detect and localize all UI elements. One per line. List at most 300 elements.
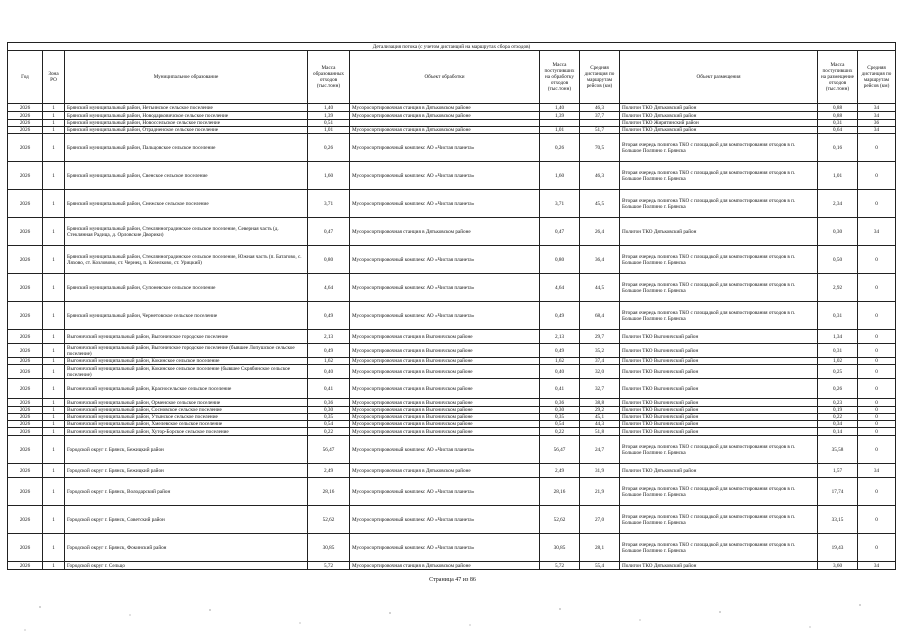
table-cell: Полигон ТКО Выгоничский район <box>620 414 818 421</box>
table-cell: 0,41 <box>540 379 580 399</box>
table-cell: 2026 <box>8 478 43 506</box>
table-cell: Брянский муниципальный район, Чернетовское сельское поселение <box>65 302 308 330</box>
table-cell: 0 <box>858 436 896 464</box>
table-cell: Выгоничский муниципальный район, Орменское сельское поселение <box>65 399 308 407</box>
table-cell: 0,30 <box>818 218 858 246</box>
column-header: Объект обработки <box>350 51 540 104</box>
table-cell: 0 <box>858 414 896 421</box>
table-cell: Мусоросортировочная станция в Дятьковском районе <box>350 562 540 570</box>
table-cell: 0,50 <box>818 246 858 274</box>
table-cell: 0,51 <box>308 120 350 127</box>
table-cell: 2,13 <box>308 330 350 344</box>
table-cell: Мусоросортировочная станция в Дятьковском районе <box>350 112 540 120</box>
table-cell: Мусоросортировочная станция в Дятьковском районе <box>350 218 540 246</box>
table-cell: 28,1 <box>580 534 620 562</box>
table-cell: Выгоничский муниципальный район, Хмелевское сельское поселение <box>65 421 308 428</box>
table-cell: 34 <box>858 112 896 120</box>
table-cell: 37,7 <box>580 112 620 120</box>
table-cell: Вторая очередь полигона ТКО с площадкой для компостирования отходов в п. Большое Полпино г. Брянска <box>620 436 818 464</box>
table-cell: Вторая очередь полигона ТКО с площадкой для компостирования отходов в п. Большое Полпино г. Брянска <box>620 190 818 218</box>
table-cell: Вторая очередь полигона ТКО с площадкой для компостирования отходов в п. Большое Полпино г. Брянска <box>620 246 818 274</box>
table-cell: 2026 <box>8 414 43 421</box>
table-cell: 2,13 <box>540 330 580 344</box>
table-cell: 1 <box>43 120 65 127</box>
table-cell: 1 <box>43 464 65 478</box>
table-cell: Брянский муниципальный район, Снежское сельское поселение <box>65 190 308 218</box>
table-cell: Мусоросортировочная станция в Выгоничском районе <box>350 407 540 414</box>
table-cell: Вторая очередь полигона ТКО с площадкой для компостирования отходов в п. Большое Полпино г. Брянска <box>620 302 818 330</box>
table-cell: Полигон ТКО Выгоничский район <box>620 421 818 428</box>
table-cell: 1,62 <box>308 358 350 365</box>
table-row <box>8 464 896 478</box>
table-cell: 0,14 <box>818 428 858 436</box>
table-cell: 33,15 <box>818 506 858 534</box>
table-cell: 1,01 <box>818 162 858 190</box>
table-cell: 0,22 <box>540 428 580 436</box>
table-cell: Мусоросортировочный комплекс АО «Чистая планета» <box>350 190 540 218</box>
table-cell: 0,40 <box>308 365 350 379</box>
table-cell: 2,49 <box>308 464 350 478</box>
table-cell: 1 <box>43 365 65 379</box>
table-cell: Полигон ТКО Выгоничский район <box>620 365 818 379</box>
table-cell: 1 <box>43 358 65 365</box>
table-cell: 2026 <box>8 399 43 407</box>
table-cell: 1 <box>43 302 65 330</box>
table-cell: 1 <box>43 478 65 506</box>
table-cell: 30,85 <box>540 534 580 562</box>
table-cell: 1 <box>43 428 65 436</box>
table-cell: 2026 <box>8 407 43 414</box>
table-row <box>8 218 896 246</box>
waste-flow-table <box>7 42 896 570</box>
table-row <box>8 127 896 134</box>
table-cell: Мусоросортировочная станция в Выгоничском районе <box>350 330 540 344</box>
table-cell: Мусоросортировочная станция в Дятьковском районе <box>350 127 540 134</box>
table-cell: 0,26 <box>308 134 350 162</box>
table-cell: 45,5 <box>580 190 620 218</box>
table-cell: 31,9 <box>580 464 620 478</box>
table-cell: 1 <box>43 127 65 134</box>
table-cell: 1 <box>43 414 65 421</box>
table-cell: 0,30 <box>540 407 580 414</box>
table-cell: 55,4 <box>580 562 620 570</box>
table-cell <box>540 120 580 127</box>
table-cell: 34 <box>858 104 896 112</box>
table-cell: 0,88 <box>818 112 858 120</box>
table-cell: 1 <box>43 112 65 120</box>
table-cell: 1,01 <box>540 127 580 134</box>
table-row <box>8 436 896 464</box>
table-cell: 1,62 <box>540 358 580 365</box>
table-cell: 1,40 <box>308 104 350 112</box>
table-cell: 2026 <box>8 330 43 344</box>
table-cell: Вторая очередь полигона ТКО с площадкой для компостирования отходов в п. Большое Полпино г. Брянска <box>620 274 818 302</box>
table-row <box>8 428 896 436</box>
table-cell: 0,16 <box>818 134 858 162</box>
table-cell: 0,54 <box>540 421 580 428</box>
table-cell: Брянский муниципальный район, Пальцовское сельское поселение <box>65 134 308 162</box>
table-row <box>8 274 896 302</box>
table-cell: Вторая очередь полигона ТКО с площадкой для компостирования отходов в п. Большое Полпино г. Брянска <box>620 506 818 534</box>
table-cell: Полигон ТКО Выгоничский район <box>620 407 818 414</box>
table-cell: 51,8 <box>580 428 620 436</box>
table-row <box>8 478 896 506</box>
table-cell: 0,26 <box>818 379 858 399</box>
table-cell: 2026 <box>8 562 43 570</box>
table-cell: 2,34 <box>818 190 858 218</box>
table-cell: 52,62 <box>308 506 350 534</box>
table-cell: 1 <box>43 506 65 534</box>
table-row <box>8 190 896 218</box>
table-cell: Мусоросортировочная станция в Выгоничском районе <box>350 358 540 365</box>
table-cell: 2026 <box>8 190 43 218</box>
table-cell: 2026 <box>8 246 43 274</box>
table-cell: 0 <box>858 302 896 330</box>
table-cell: 0,22 <box>818 414 858 421</box>
table-cell: Вторая очередь полигона ТКО с площадкой для компостирования отходов в п. Большое Полпино г. Брянска <box>620 134 818 162</box>
table-cell <box>580 120 620 127</box>
table-cell: 1 <box>43 344 65 358</box>
table-cell: Выгоничский муниципальный район, Кокинское сельское поселение (бывшее Скрябинское сельское поселение) <box>65 365 308 379</box>
table-cell: Вторая очередь полигона ТКО с площадкой для компостирования отходов в п. Большое Полпино г. Брянска <box>620 534 818 562</box>
table-cell: Мусоросортировочный комплекс АО «Чистая планета» <box>350 478 540 506</box>
table-cell: Выгоничский муниципальный район, Выгоничское городское поселение <box>65 330 308 344</box>
waste-flow-table-sheet <box>7 42 895 570</box>
table-cell: 1 <box>43 274 65 302</box>
table-cell: 0,26 <box>540 134 580 162</box>
table-cell: 36,4 <box>580 246 620 274</box>
table-body <box>8 104 896 570</box>
table-cell: 0,36 <box>540 399 580 407</box>
table-row <box>8 421 896 428</box>
table-cell: Мусоросортировочный комплекс АО «Чистая планета» <box>350 162 540 190</box>
page-number: Страница 47 из 86 <box>429 577 476 583</box>
table-cell: 0,34 <box>818 421 858 428</box>
table-cell: 0 <box>858 246 896 274</box>
table-cell: Мусоросортировочный комплекс АО «Чистая планета» <box>350 246 540 274</box>
table-cell: 1 <box>43 534 65 562</box>
table-cell: Выгоничский муниципальный район, Хутор-Борское сельское поселение <box>65 428 308 436</box>
table-cell: Городской округ г. Брянск, Бежицкий район <box>65 464 308 478</box>
column-header: Муниципальное образование <box>65 51 308 104</box>
column-header: Средняя дистанция по маршрутам рейсов (км) <box>858 51 896 104</box>
table-cell: 2026 <box>8 112 43 120</box>
table-cell: Мусоросортировочная станция в Выгоничском районе <box>350 365 540 379</box>
table-cell: 5,72 <box>540 562 580 570</box>
table-row <box>8 162 896 190</box>
table-cell: 1 <box>43 246 65 274</box>
table-cell: 0,54 <box>308 421 350 428</box>
table-cell: 0,31 <box>818 120 858 127</box>
table-cell: 0,47 <box>540 218 580 246</box>
table-cell: 27,0 <box>580 506 620 534</box>
table-cell: 0 <box>858 428 896 436</box>
table-cell: 3,60 <box>818 562 858 570</box>
table-cell: 0 <box>858 399 896 407</box>
table-cell: Вторая очередь полигона ТКО с площадкой для компостирования отходов в п. Большое Полпино г. Брянска <box>620 162 818 190</box>
table-cell: Выгоничский муниципальный район, Сосновское сельское поселение <box>65 407 308 414</box>
table-row <box>8 344 896 358</box>
table-cell: 0 <box>858 365 896 379</box>
table-cell: 46,3 <box>580 162 620 190</box>
column-header: Средняя дистанция по маршрутам рейсов (км) <box>580 51 620 104</box>
table-cell: 5,72 <box>308 562 350 570</box>
table-cell: 35,2 <box>580 344 620 358</box>
table-cell: 0 <box>858 421 896 428</box>
table-row <box>8 562 896 570</box>
table-cell: 2026 <box>8 534 43 562</box>
table-cell: Полигон ТКО Дятьковский район <box>620 562 818 570</box>
table-cell: Городской округ г. Брянск, Фокинский район <box>65 534 308 562</box>
table-cell: 0,22 <box>308 428 350 436</box>
table-cell: 1 <box>43 562 65 570</box>
table-cell: Вторая очередь полигона ТКО с площадкой для компостирования отходов в п. Большое Полпино г. Брянска <box>620 478 818 506</box>
table-cell: 1,01 <box>308 127 350 134</box>
table-cell: 34 <box>858 127 896 134</box>
table-cell: 1,39 <box>308 112 350 120</box>
table-cell: Мусоросортировочная станция в Выгоничском районе <box>350 414 540 421</box>
table-row <box>8 358 896 365</box>
table-cell: Мусоросортировочный комплекс АО «Чистая планета» <box>350 134 540 162</box>
table-cell: 2026 <box>8 127 43 134</box>
table-cell: Мусоросортировочный комплекс АО «Чистая планета» <box>350 534 540 562</box>
table-cell: 1,60 <box>308 162 350 190</box>
table-row <box>8 120 896 127</box>
table-cell: 46,3 <box>580 104 620 112</box>
scan-noise-dots <box>0 595 905 640</box>
table-cell: 0,41 <box>308 379 350 399</box>
table-cell: Полигон ТКО Выгоничский район <box>620 330 818 344</box>
table-cell: 2,92 <box>818 274 858 302</box>
table-cell: 0,64 <box>818 127 858 134</box>
table-cell: 0,35 <box>540 414 580 421</box>
table-cell: 3,71 <box>308 190 350 218</box>
table-cell: 29,7 <box>580 330 620 344</box>
table-cell: 28,16 <box>308 478 350 506</box>
table-cell <box>350 120 540 127</box>
table-cell: Городской округ г. Брянск, Бежицкий район <box>65 436 308 464</box>
table-cell: Полигон ТКО Выгоничский район <box>620 379 818 399</box>
table-cell: 2026 <box>8 134 43 162</box>
table-cell: 32,7 <box>580 379 620 399</box>
table-cell: 1 <box>43 190 65 218</box>
table-cell: 2,49 <box>540 464 580 478</box>
table-cell: 1 <box>43 162 65 190</box>
table-cell: 70,5 <box>580 134 620 162</box>
table-cell: 29,2 <box>580 407 620 414</box>
table-cell: 0,49 <box>308 344 350 358</box>
table-cell: 34 <box>858 464 896 478</box>
column-header: Объект размещения <box>620 51 818 104</box>
table-cell: Полигон ТКО Дятьковский район <box>620 464 818 478</box>
table-cell: 0,23 <box>818 399 858 407</box>
table-cell: Выгоничский муниципальный район, Утынское сельское поселение <box>65 414 308 421</box>
table-row <box>8 506 896 534</box>
table-cell: Мусоросортировочный комплекс АО «Чистая планета» <box>350 302 540 330</box>
table-cell: 0 <box>858 162 896 190</box>
table-cell: 32,0 <box>580 365 620 379</box>
table-cell: 0,49 <box>540 344 580 358</box>
table-cell: 0 <box>858 344 896 358</box>
column-header: Масса поступивших на обработку отходов (тыс.тонн) <box>540 51 580 104</box>
table-cell: Городской округ г. Брянск, Советский район <box>65 506 308 534</box>
table-cell: 2026 <box>8 120 43 127</box>
table-cell: Полигон ТКО Жирятинский район <box>620 120 818 127</box>
table-row <box>8 302 896 330</box>
table-cell: 52,62 <box>540 506 580 534</box>
table-row <box>8 534 896 562</box>
table-cell: 1,60 <box>540 162 580 190</box>
table-cell: 0,49 <box>308 302 350 330</box>
table-cell: Полигон ТКО Дятьковский район <box>620 218 818 246</box>
table-cell: Полигон ТКО Дятьковский район <box>620 127 818 134</box>
table-cell: 19,43 <box>818 534 858 562</box>
table-cell: Полигон ТКО Выгоничский район <box>620 344 818 358</box>
table-cell: 1,57 <box>818 464 858 478</box>
table-cell: 1 <box>43 379 65 399</box>
table-cell: 0 <box>858 358 896 365</box>
column-header: Год <box>8 51 43 104</box>
table-cell: 1 <box>43 104 65 112</box>
table-cell: 0,25 <box>818 365 858 379</box>
table-cell: 68,4 <box>580 302 620 330</box>
table-cell: 1 <box>43 399 65 407</box>
table-cell: 2026 <box>8 274 43 302</box>
table-cell: Брянский муниципальный район, Отрадненское сельское поселение <box>65 127 308 134</box>
table-cell: Городской округ г. Брянск, Володарский район <box>65 478 308 506</box>
table-cell: Полигон ТКО Дятьковский район <box>620 112 818 120</box>
table-cell: 1,39 <box>540 112 580 120</box>
table-cell: 0 <box>858 134 896 162</box>
table-cell: Мусоросортировочная станция в Выгоничском районе <box>350 399 540 407</box>
table-row <box>8 246 896 274</box>
table-cell: 0,31 <box>818 344 858 358</box>
table-cell: 1 <box>43 218 65 246</box>
table-cell: 0,88 <box>818 104 858 112</box>
table-cell: Брянский муниципальный район, Нетьинское сельское поселение <box>65 104 308 112</box>
table-cell: 44,5 <box>580 274 620 302</box>
table-cell: 3,71 <box>540 190 580 218</box>
table-cell: 0,31 <box>818 302 858 330</box>
table-row <box>8 399 896 407</box>
table-cell: 21,9 <box>580 478 620 506</box>
table-cell: 2026 <box>8 344 43 358</box>
table-cell: 1,02 <box>818 358 858 365</box>
table-row <box>8 104 896 112</box>
table-cell: Брянский муниципальный район, Новодарковичское сельское поселение <box>65 112 308 120</box>
table-cell: 44,3 <box>580 421 620 428</box>
table-cell: Выгоничский муниципальный район, Красносельское сельское поселение <box>65 379 308 399</box>
table-cell: 2026 <box>8 162 43 190</box>
table-cell: 2026 <box>8 506 43 534</box>
table-cell: 2026 <box>8 302 43 330</box>
table-row <box>8 112 896 120</box>
table-cell: 45,1 <box>580 414 620 421</box>
table-cell: 0,49 <box>540 302 580 330</box>
table-cell: 0,47 <box>308 218 350 246</box>
table-cell: 1 <box>43 407 65 414</box>
table-group-header: Детализация потока (с учетом дистанций на маршрутах сбора отходов) <box>8 43 896 51</box>
table-cell: 0 <box>858 379 896 399</box>
table-cell: Выгоничский муниципальный район, Кокинское сельское поселение <box>65 358 308 365</box>
table-cell: 28,16 <box>540 478 580 506</box>
table-cell: 0,80 <box>540 246 580 274</box>
table-cell: Мусоросортировочная станция в Выгоничском районе <box>350 379 540 399</box>
table-cell: Городской округ г. Сельцо <box>65 562 308 570</box>
table-cell: 1 <box>43 134 65 162</box>
table-cell: 26,4 <box>580 218 620 246</box>
table-row <box>8 134 896 162</box>
table-cell: 0,30 <box>308 407 350 414</box>
table-cell: Полигон ТКО Выгоничский район <box>620 358 818 365</box>
table-cell: Мусоросортировочная станция в Выгоничском районе <box>350 421 540 428</box>
table-cell: 2026 <box>8 104 43 112</box>
table-cell: 0 <box>858 506 896 534</box>
table-cell: 0 <box>858 407 896 414</box>
table-cell: 34 <box>858 218 896 246</box>
table-cell: 17,74 <box>818 478 858 506</box>
table-cell: 1,40 <box>540 104 580 112</box>
table-cell: Мусоросортировочная станция в Выгоничском районе <box>350 344 540 358</box>
table-cell: 2026 <box>8 436 43 464</box>
table-cell: 35,58 <box>818 436 858 464</box>
column-header: Зона РО <box>43 51 65 104</box>
table-cell: 0,19 <box>818 407 858 414</box>
table-cell: Выгоничский муниципальный район, Выгоничское городское поселение (бывшее Лопушское сельское поселение) <box>65 344 308 358</box>
table-cell: 0 <box>858 274 896 302</box>
table-cell: Полигон ТКО Дятьковский район <box>620 104 818 112</box>
table-cell: 0,36 <box>308 399 350 407</box>
table-cell: Полигон ТКО Выгоничский район <box>620 399 818 407</box>
table-cell: 24,7 <box>580 436 620 464</box>
table-cell: Брянский муниципальный район, Супоневское сельское поселение <box>65 274 308 302</box>
table-cell: 1 <box>43 330 65 344</box>
table-cell: 0,40 <box>540 365 580 379</box>
table-cell: 2026 <box>8 428 43 436</box>
table-cell: 1 <box>43 436 65 464</box>
table-cell: 30,85 <box>308 534 350 562</box>
table-cell: 34 <box>858 562 896 570</box>
table-cell: 2026 <box>8 365 43 379</box>
table-cell: 37,4 <box>580 358 620 365</box>
table-cell: Полигон ТКО Выгоничский район <box>620 428 818 436</box>
table-cell: 56,47 <box>308 436 350 464</box>
table-cell: Мусоросортировочная станция в Выгоничском районе <box>350 428 540 436</box>
table-cell: Мусоросортировочная станция в Дятьковском районе <box>350 104 540 112</box>
table-cell: Мусоросортировочный комплекс АО «Чистая планета» <box>350 436 540 464</box>
table-cell: 51,7 <box>580 127 620 134</box>
table-cell: Мусоросортировочная станция в Дятьковском районе <box>350 464 540 478</box>
table-cell: 4,64 <box>540 274 580 302</box>
table-cell: 56,47 <box>540 436 580 464</box>
table-cell: Брянский муниципальный район, Новоссельское сельское поселение <box>65 120 308 127</box>
table-cell: 0 <box>858 534 896 562</box>
table-cell: Брянский муниципальный район, Стеклянноградинское сельское поселение, Северная часть (д. Стеклянная Радица, д. Орловские Дворики) <box>65 218 308 246</box>
table-column-headers <box>8 51 896 104</box>
table-cell: 36 <box>858 120 896 127</box>
table-cell: 2026 <box>8 379 43 399</box>
column-header: Масса поступивших на размещение отходов (тыс.тонн) <box>818 51 858 104</box>
table-cell: 38,8 <box>580 399 620 407</box>
table-cell: 0 <box>858 478 896 506</box>
table-cell: Брянский муниципальный район, Стеклянноградинское сельское поселение, Южная часть (п. Батагово, с. Ляхово, ст. Козловово, ст. Чернец, п. Козелково, ст. Урицкий) <box>65 246 308 274</box>
table-row <box>8 407 896 414</box>
column-header: Масса образованных отходов (тыс.тонн) <box>308 51 350 104</box>
table-cell: 4,64 <box>308 274 350 302</box>
table-cell: 0 <box>858 330 896 344</box>
table-cell: 0,35 <box>308 414 350 421</box>
table-cell: 2026 <box>8 421 43 428</box>
